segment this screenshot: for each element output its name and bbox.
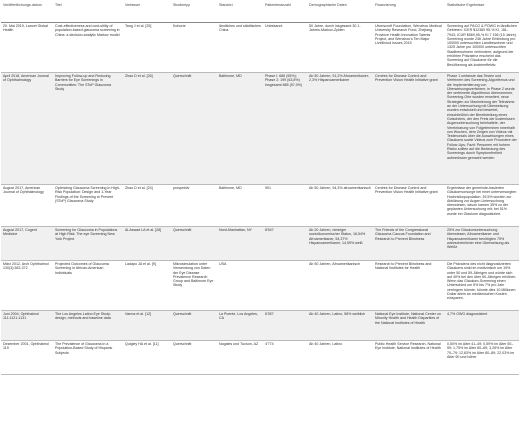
cell-patients: 6'357 xyxy=(263,311,307,341)
cell-date: April 2018, American Journal of Ophthalmology xyxy=(1,73,53,185)
cell-study-type: Kohorte xyxy=(171,23,217,73)
table-row xyxy=(1,185,519,227)
cell-title: Cost-effectiveness and cost-utility of population-based glaucoma screening in China: a decision-analytic Markov model xyxy=(53,23,123,73)
cell-title: The Los Angeles Latino Eye Study: design, methods and baseline data xyxy=(53,311,123,341)
cell-title: Improving Follow-up and Reducing Barriers for Eye Screenings in Communities: The SToP Glaucoma Study xyxy=(53,73,123,185)
column-header: Titel xyxy=(53,0,123,23)
cell-date: August 2017, Cogent Medicine xyxy=(1,227,53,261)
cell-date: Dezember 2001, Ophthalmol 119 xyxy=(1,341,53,375)
cell-location: ländliches und städtisches China xyxy=(217,23,263,73)
cell-title: Projected Outcomes of Glaucoma Screening in African-American Individuals xyxy=(53,261,123,311)
cell-date: März 2012, Arch Ophthalmol 130(3):363-372 xyxy=(1,261,53,311)
cell-authors: Tang J et al. [25] xyxy=(123,23,171,73)
cell-authors: Zhao D et al. [26] xyxy=(123,73,171,185)
cell-results: Screening auf PACG & POWG in ländlichen Gebieten: ICER $12360 95-% KI, -58–7943; ICUR $569,95-% KI 7 156 (15 Jahre). Screening wurde 246 Jahre Erblindung pro 100000 untersuchten Landbewohner und 1325 Jahre pro 100000 untersuchten Stadtbewohnern verhindern; aufgrund der erhöhten Prävalenz erscheint das Screening auf Glaukome für die Bevölkerung als kosteneffektiv. xyxy=(445,23,519,73)
cell-location: La Puente, Los Angeles, CA xyxy=(217,311,263,341)
glaucoma-studies-table xyxy=(1,0,519,375)
cell-authors: Ladapo JA et al. [9] xyxy=(123,261,171,311)
cell-results: Phase 1 umfasste das Testen und Verfeinern des Screening-Algorithmus und die Implementierung von Überweisungsverfahren; in Phase 2 wurde der verfeinerte Algorithmus übernommen, Screening-Orte wurden erweitert, neue Strategien zur Maximierung der Teilnahme an der Untersuchung mit Überweisung wurden entwickelt und bewertet, einschließlich der Bereitstellung eines Gutscheins, der den Preis der kostenlosen Augenuntersuchung beinhaltete, der Vereinbarung von Folgeterminen innerhalb von Wochen, dem Zeigen von Videos mit Testimonials über die Auswirkungen eines Glaukoms sowie Videos zum Procedere der Follow-Ups; Fazit: Personen mit hohem Risiko sollten auf die Bedeutung des Screenings durch Symptomfreiheit aufmerksam gemacht werden xyxy=(445,73,519,185)
cell-study-type: Querschnitt xyxy=(171,341,217,375)
column-header: Standort xyxy=(217,0,263,23)
cell-study-type: Querschnitt xyxy=(171,73,217,185)
cell-funding: Ulverscroft Foundation, Wenzhou Medical University Research Fund, Zhejiang Province Health Innovation Talents Project, and Wenzhou's Ten Major Livelihood Issues 2015 xyxy=(373,23,445,73)
cell-funding: Public Health Service Research, National Eye Institute, National Institutes of Health xyxy=(373,341,445,375)
cell-funding: Research to Prevent Blindness and National Institutes for Health xyxy=(373,261,445,311)
cell-patients: Unbekannt xyxy=(263,23,307,73)
cell-demographics: Ab 40 Jahren, Latino xyxy=(307,341,373,375)
cell-location: Nord-Manhattan, NY xyxy=(217,227,263,261)
table-row xyxy=(1,227,519,261)
cell-title: Optimizing Glaucoma Screening in High-Risk Population: Design and 1-Year Findings of the Screening to Prevent (SToP) Glaucoma Study xyxy=(53,185,123,227)
cell-funding: Centres for Disease Control and Prevention Vision Health Initiative grant xyxy=(373,185,445,227)
column-header: Verfasser xyxy=(123,0,171,23)
cell-title: The Prevalence of Glaucoma in a Population-Based Study of Hispanic Subjects xyxy=(53,341,123,375)
table-row xyxy=(1,341,519,375)
cell-authors: Al-Aswad LA et al. [28] xyxy=(123,227,171,261)
cell-demographics: Ab 50 Jahren, 91,2% Afroamerikaner; 2,3% Hispanoamerikaner xyxy=(307,73,373,185)
cell-patients: 901 xyxy=(263,185,307,227)
cell-demographics: Ab 50 Jahren, 94,3% afroamerikanisch xyxy=(307,185,373,227)
cell-demographics: Ab 40 Jahren, Latino, 58% weiblich xyxy=(307,311,373,341)
cell-authors: Varma et al. [12] xyxy=(123,311,171,341)
table-row xyxy=(1,23,519,73)
column-header: Veröffentlichungs-datum xyxy=(1,0,53,23)
cell-patients: 8'547 xyxy=(263,227,307,261)
cell-location: Baltimore, MD xyxy=(217,73,263,185)
column-header: Demographische Daten xyxy=(307,0,373,23)
cell-title: Screening for Glaucoma in Populations at High Risk: The eye Screening New York Project xyxy=(53,227,123,261)
cell-patients xyxy=(263,261,307,311)
cell-location: Baltimore, MD xyxy=(217,185,263,227)
cell-demographics: Ab 20 Jahren, niedriger sozioökonomischer Status, 16,54% Afroamerikaner, 54,37% Hispanoamerikaner, 14,59% weiß xyxy=(307,227,373,261)
column-header: Studientyp xyxy=(171,0,217,23)
cell-patients: 4'774 xyxy=(263,341,307,375)
cell-date: Juni 2004, Ophthalmol 111:1121-1131 xyxy=(1,311,53,341)
cell-study-type: Mikrosimulation unter Verwendung von Daten der Eye Disease Prevalence Research Group and Baltimore Eye Study xyxy=(171,261,217,311)
cell-results: Ergebnisse der gemeinde-basierten Glaukomvorsorge bei einer unterversorgten Hochrisikopopulation: 39,5% wurden zur Abklärung zur Augen-Untersuchung überwiesen, davon kamen 35% zu der geplanten Untersuchung mit; bei 51% wurde ein Glaukom diagnostiziert. xyxy=(445,185,519,227)
cell-location: USA xyxy=(217,261,263,311)
cell-results: 0,50% im Alter 41–49; 0,59% im Alter 50–59; 1,75% im Alter 60–69; 3,26% im Alter 70–79; 12,63% im Alter 80–89; 22,03% im Alter 90 und höher xyxy=(445,341,519,375)
cell-date: August 2017, American Journal of Ophthalmology xyxy=(1,185,53,227)
cell-results: 4,7% OWG diagnostiziert xyxy=(445,311,519,341)
column-header: Finanzierung xyxy=(373,0,445,23)
column-header: Statistische Ergebnisse xyxy=(445,0,519,23)
cell-location: Nogales und Tucson, AZ xyxy=(217,341,263,375)
cell-patients: Phase I: 686 (55%); Phase 2: 199 (63,8%) Insgesamt 885 (57,0%) xyxy=(263,73,307,185)
table-header-row xyxy=(1,0,519,23)
cell-authors: Quigley HA et al. [11] xyxy=(123,341,171,375)
cell-results: Die Prävalenz des nicht diagnostizierten Glaukoms sinkt im medizinisch um 19% unter 50 und 59-Jährigen und würde sich auf 40% bei den über 60-Jährigen erhöhen. Wenn das Glaukom-Screening einen Unterschied um 6% bis 7% pro Jahr verringern könnte, könnte dies 10 Millionen Dollar allein an medizinischen Kosten einsparen. xyxy=(445,261,519,311)
table-row xyxy=(1,73,519,185)
cell-results: 25% zur Glaukomuntersuchung überwiesen; Afroamerikaner und Hispanoamerikaner benötigten 75% wahrscheinlicher eine Überweisung als Weiße xyxy=(445,227,519,261)
table-row xyxy=(1,261,519,311)
cell-funding: Centres for Disease Control and Prevention Vision Health Initiative grant xyxy=(373,73,445,185)
table-row xyxy=(1,311,519,341)
cell-funding: The Friends of the Congressional Glaucoma Caucus Foundation and Research to Prevent Blindness xyxy=(373,227,445,261)
cell-study-type: Querschnitt xyxy=(171,227,217,261)
cell-funding: National Eye Institute, National Center on Minority Health and Health Disparities of the National Institutes of Health xyxy=(373,311,445,341)
cell-demographics: 50 Jahre, durch insgesamt 30 1-Jahres-Markov-Zyklen xyxy=(307,23,373,73)
cell-study-type: Querschnitt xyxy=(171,311,217,341)
cell-authors: Zhao D et al. [24] xyxy=(123,185,171,227)
cell-demographics: Ab 50 Jahren, Afroamerikanisch xyxy=(307,261,373,311)
column-header: Patientenanzahl xyxy=(263,0,307,23)
cell-date: 20. Mai 2019, Lancet Global Health xyxy=(1,23,53,73)
cell-study-type: prospektiv xyxy=(171,185,217,227)
